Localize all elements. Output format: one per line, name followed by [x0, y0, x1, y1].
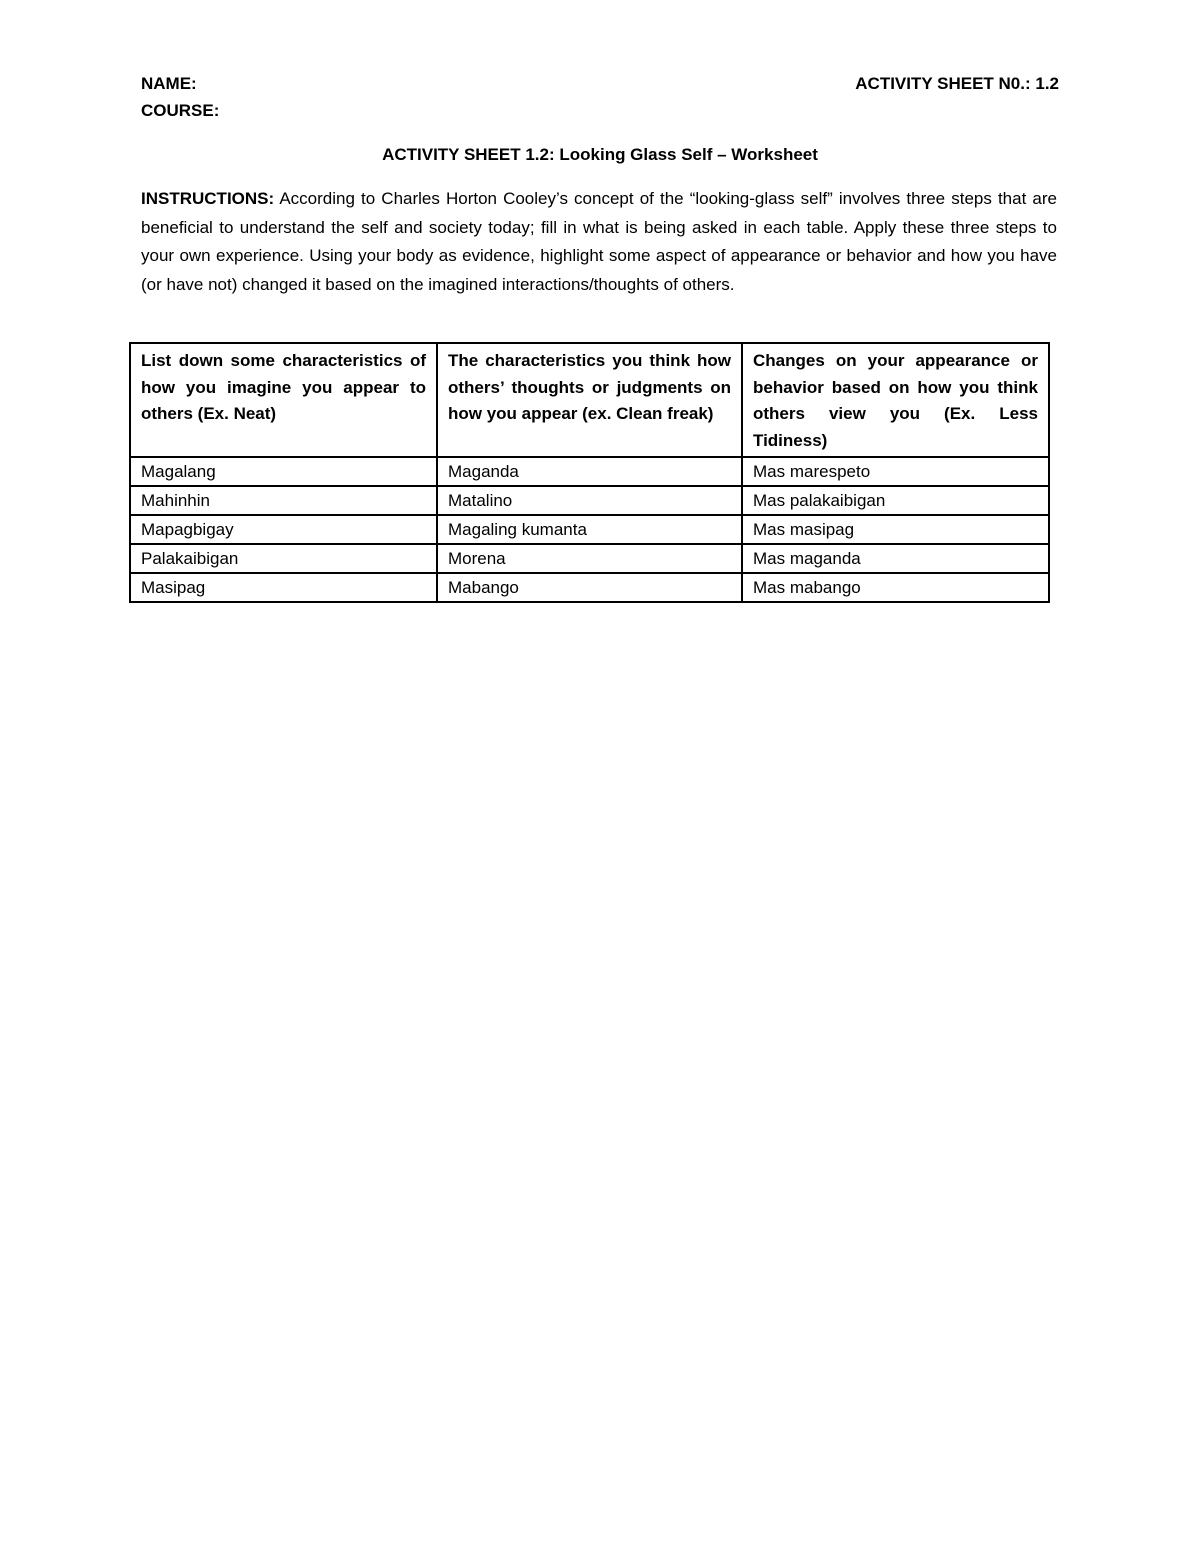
table-cell: Maganda: [437, 457, 742, 486]
table-row: [130, 544, 1049, 573]
instructions-paragraph: [141, 185, 1057, 299]
table-cell: Matalino: [437, 486, 742, 515]
column-header-imagined-appearance: List down some characteristics of how you imagine you appear to others (Ex. Neat): [130, 343, 437, 457]
worksheet-table: [129, 342, 1050, 603]
table-cell: Mapagbigay: [130, 515, 437, 544]
worksheet-title: ACTIVITY SHEET 1.2: Looking Glass Self – Worksheet: [382, 145, 818, 164]
table-row: [130, 573, 1049, 602]
table-cell: Palakaibigan: [130, 544, 437, 573]
table-cell: Mas masipag: [742, 515, 1049, 544]
table-row: [130, 515, 1049, 544]
header-row: [141, 74, 1059, 100]
table-cell: Mas maganda: [742, 544, 1049, 573]
table-cell: Morena: [437, 544, 742, 573]
table-cell: Mabango: [437, 573, 742, 602]
table-cell: Mas palakaibigan: [742, 486, 1049, 515]
instructions-text: According to Charles Horton Cooley’s concept of the “looking-glass self” involves three steps that are beneficial to understand the self and society today; fill in what is being asked in each table. Apply these three steps to your own experience. Using your body as evidence, highlight some aspect of appearance or behavior and how you have (or have not) changed it based on the imagined interactions/thoughts of others.: [141, 189, 1057, 294]
course-label: COURSE:: [141, 101, 220, 120]
table-cell: Mas mabango: [742, 573, 1049, 602]
table-cell: Mahinhin: [130, 486, 437, 515]
column-header-changes: Changes on your appearance or behavior based on how you think others view you (Ex. Less Tidiness): [742, 343, 1049, 457]
column-header-others-judgments: The characteristics you think how others’ thoughts or judgments on how you appear (ex. Clean freak): [437, 343, 742, 457]
instructions-label: INSTRUCTIONS:: [141, 189, 275, 208]
table-row: [130, 457, 1049, 486]
activity-number: ACTIVITY SHEET N0.: 1.2: [855, 74, 1059, 93]
table-header-row: [130, 343, 1049, 457]
table-cell: Masipag: [130, 573, 437, 602]
table-cell: Mas marespeto: [742, 457, 1049, 486]
table-row: [130, 486, 1049, 515]
table-cell: Magaling kumanta: [437, 515, 742, 544]
name-label: NAME:: [141, 74, 197, 93]
table-cell: Magalang: [130, 457, 437, 486]
